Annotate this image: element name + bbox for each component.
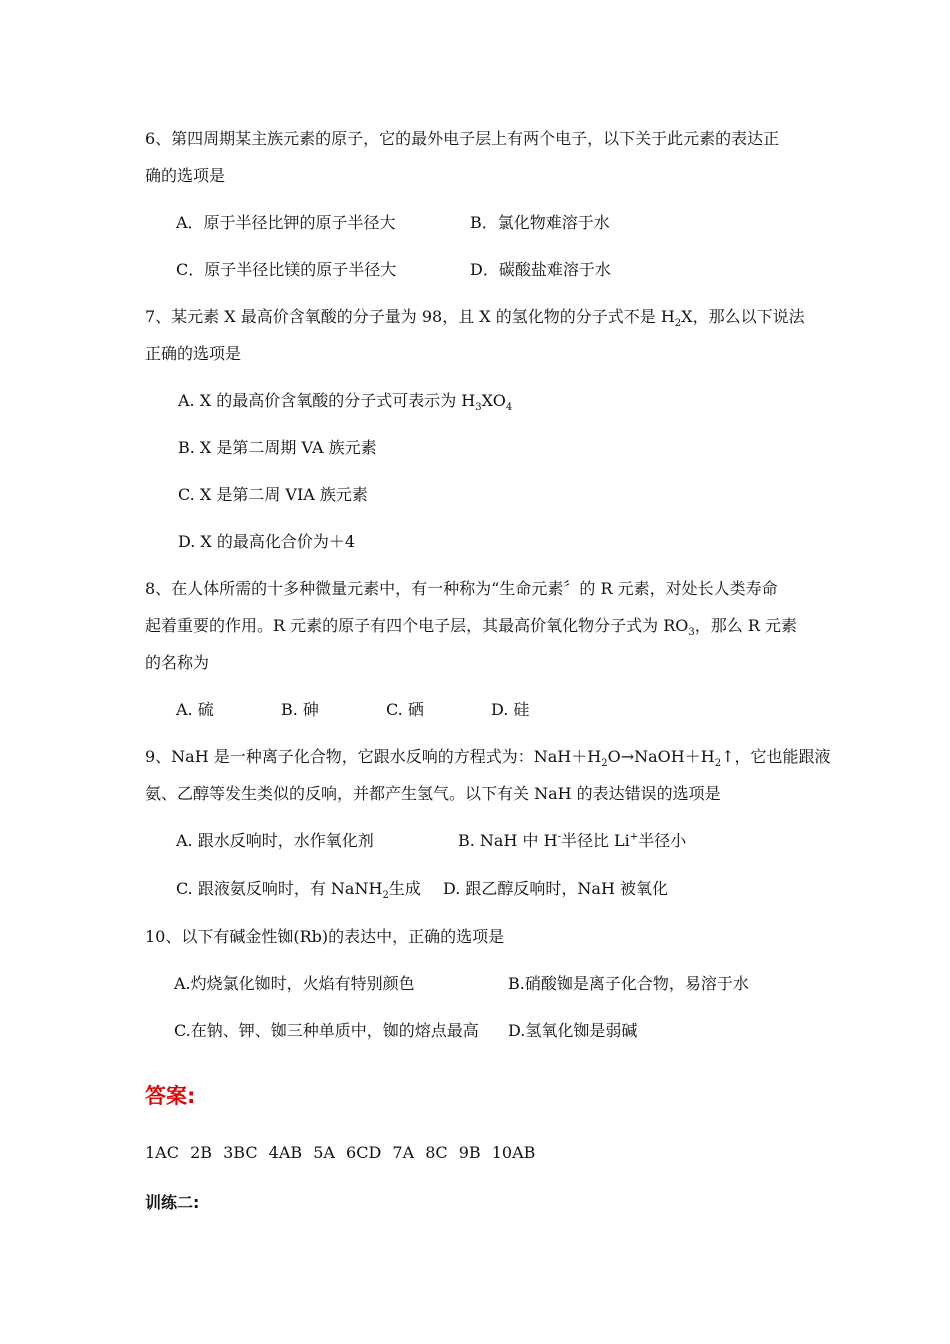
q6-option-c: C．原子半径比镁的原子半径大 — [176, 260, 397, 279]
q9-option-c — [176, 879, 421, 902]
q9-c-text-post: 生成 — [388, 879, 421, 898]
q9-line1-subscript-1: 2 — [601, 758, 608, 770]
q10-option-c: C.在钠、钾、铷三种单质中，铷的熔点最高 — [174, 1021, 479, 1040]
q8-stem-line2 — [145, 616, 797, 639]
q7-line1-text-pre: 7、某元素 X 最高价含氧酸的分子量为 98，且 X 的氢化物的分子式不是 H — [145, 307, 675, 326]
q10-option-a: A.灼烧氯化铷时，火焰有特别颜色 — [174, 974, 415, 993]
q7-a-subscript-2: 4 — [505, 402, 513, 414]
q9-stem-line2: 氨、乙醇等发生类似的反响，并都产生氢气。以下有关 NaH 的表达错误的选项是 — [145, 784, 721, 803]
q6-option-b: B．氯化物难溶于水 — [470, 213, 610, 232]
q9-c-subscript: 2 — [382, 890, 389, 902]
q7-a-subscript-1: 3 — [475, 402, 482, 414]
q9-stem-line1 — [145, 747, 831, 770]
q7-option-b: B. X 是第二周期 VA 族元素 — [178, 438, 377, 457]
q7-stem-line2: 正确的选项是 — [145, 344, 242, 363]
q7-option-c: C. X 是第二周 VIA 族元素 — [178, 485, 368, 504]
q8-line2-text-pre: 起着重要的作用。R 元素的原子有四个电子层，其最高价氧化物分子式为 RO — [145, 616, 689, 635]
q9-option-d: D. 跟乙醇反响时，NaH 被氧化 — [443, 879, 669, 898]
q10-stem-line1: 10、以下有碱金性铷(Rb)的表达中，正确的选项是 — [145, 927, 505, 946]
q6-option-d: D．碳酸盐难溶于水 — [470, 260, 611, 279]
q8-stem-line1: 8、在人体所需的十多种微量元素中，有一种称为“生命元素〞的 R 元素，对处长人类寿命 — [145, 579, 778, 598]
section-title: 训练二: — [145, 1193, 200, 1212]
q8-line2-text-post: ，那么 R 元素 — [694, 616, 797, 635]
q9-b-superscript-1: - — [557, 831, 561, 843]
q8-line2-subscript: 3 — [688, 627, 695, 639]
q9-line1-text-pre: 9、NaH 是一种离子化合物，它跟水反响的方程式为：NaH＋H — [145, 747, 602, 766]
q8-stem-line3: 的名称为 — [145, 653, 210, 672]
q7-stem-line1 — [145, 307, 805, 330]
q10-option-b: B.硝酸铷是离子化合物，易溶于水 — [508, 974, 749, 993]
q6-option-a: A．原于半径比钾的原子半径大 — [176, 213, 396, 232]
q9-b-superscript-2: + — [629, 831, 639, 843]
q9-option-b — [458, 831, 686, 851]
q9-b-text-mid: 半径比 Li — [560, 831, 630, 850]
q8-option-b: B. 砷 — [281, 700, 319, 719]
q9-b-text-post: 半径小 — [638, 831, 687, 850]
q7-line1-subscript: 2 — [674, 318, 682, 330]
q9-line1-subscript-2: 2 — [714, 758, 722, 770]
q7-option-a — [178, 391, 513, 414]
q6-stem-line2: 确的选项是 — [145, 166, 226, 185]
q9-line1-text-post: ↑，它也能跟液 — [721, 747, 831, 766]
answers-line: 1AC 2B 3BC 4AB 5A 6CD 7A 8C 9B 10AB — [145, 1143, 536, 1162]
q9-line1-text-mid: O→NaOH＋H — [607, 747, 715, 766]
q8-option-a: A. 硫 — [176, 700, 214, 719]
q7-a-text-pre: A. X 的最高价含氧酸的分子式可表示为 H — [178, 391, 476, 410]
q9-c-text-pre: C. 跟液氨反响时，有 NaNH — [176, 879, 383, 898]
q9-option-a: A. 跟水反响时，水作氧化剂 — [176, 831, 374, 850]
q7-a-text-mid: XO — [481, 391, 506, 410]
q9-b-text-pre: B. NaH 中 H — [458, 831, 558, 850]
q6-stem-line1: 6、第四周期某主族元素的原子，它的最外电子层上有两个电子，以下关于此元素的表达正 — [145, 129, 780, 148]
q10-option-d: D.氢氧化铷是弱碱 — [508, 1021, 638, 1040]
q7-option-d: D. X 的最高化合价为＋4 — [178, 532, 356, 551]
q7-line1-text-post: X，那么以下说法 — [681, 307, 805, 326]
q8-option-c: C. 硒 — [386, 700, 424, 719]
q8-option-d: D. 硅 — [491, 700, 530, 719]
answers-heading: 答案: — [145, 1084, 196, 1108]
